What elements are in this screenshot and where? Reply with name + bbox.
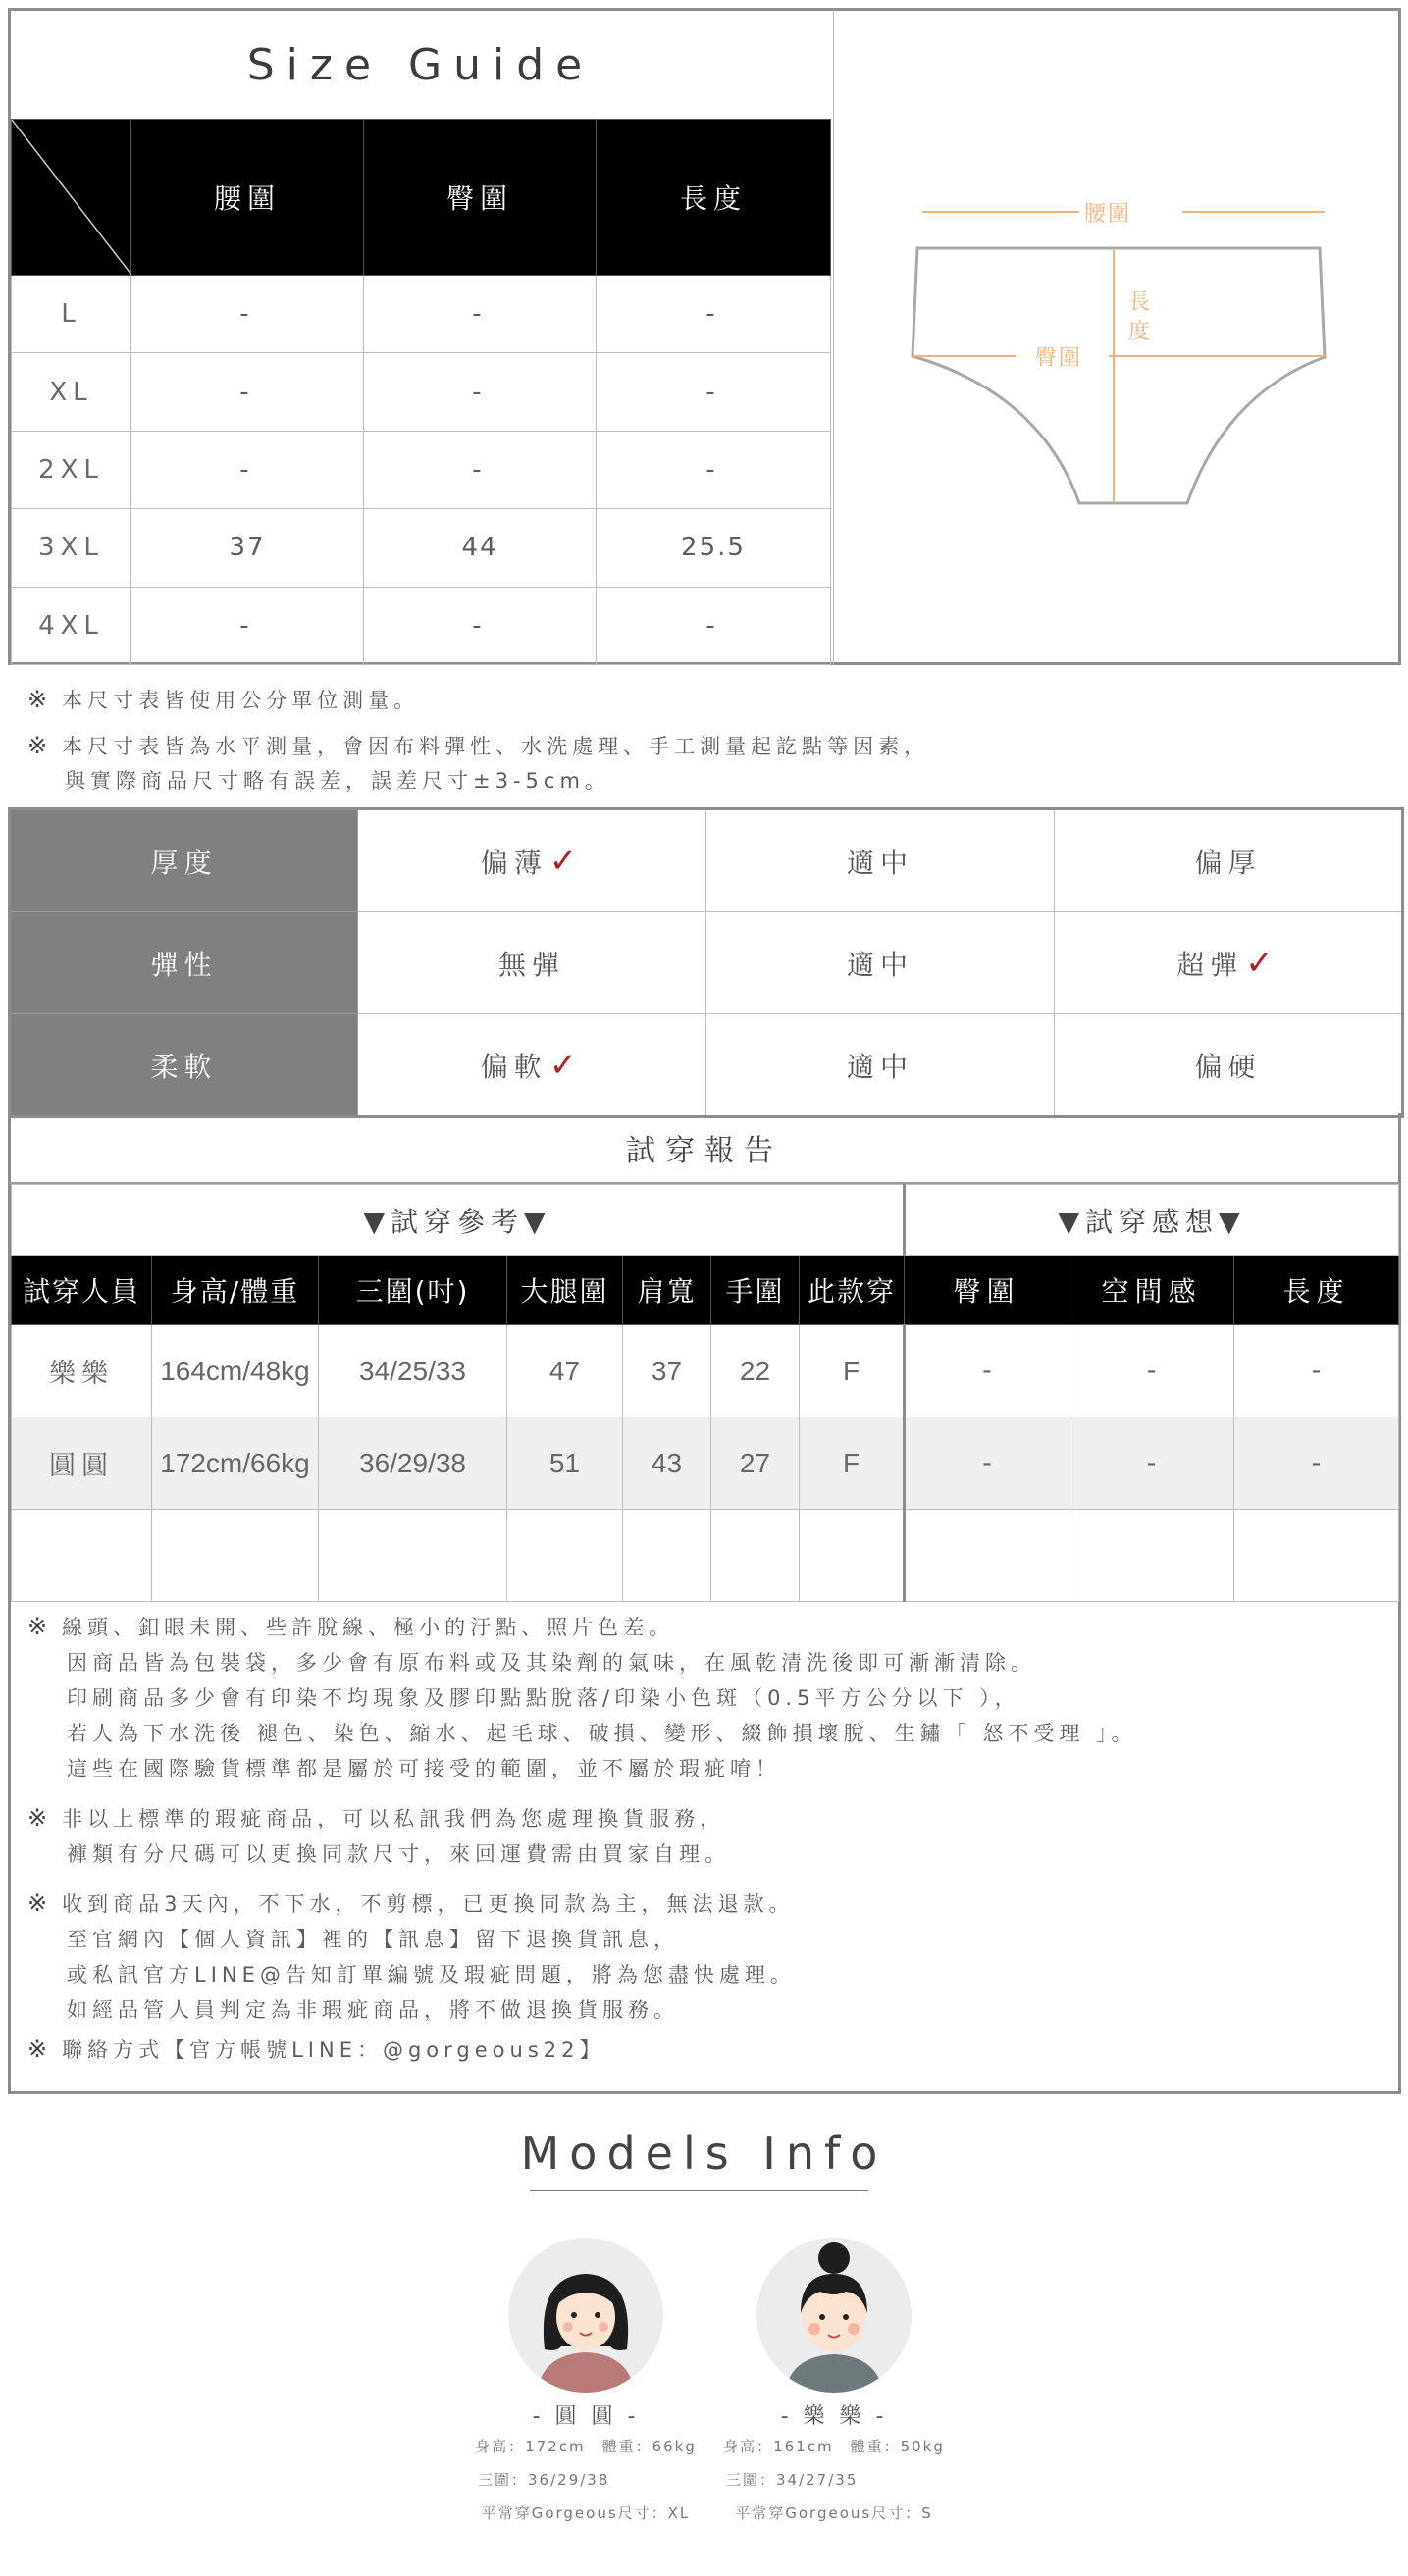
table-row [12,587,831,664]
column-header: 長度 [597,120,831,276]
size-value: - [364,276,597,353]
space-feeling: - [1069,1325,1234,1417]
attribute-name: 彈性 [10,912,358,1014]
thigh: 47 [507,1325,623,1417]
shoulder: 43 [623,1417,711,1510]
column-header: 大腿圍 [507,1256,623,1325]
length-label-top: 長 [1128,290,1151,315]
avatar-icon [756,2237,913,2394]
attribute-option: 偏硬 [1055,1014,1403,1117]
size-label: 3XL [12,509,131,587]
attribute-option: 偏厚 [1055,809,1403,912]
column-header: 身高/體重 [152,1256,319,1325]
space-feeling: - [1069,1417,1234,1510]
size-label: L [12,276,131,353]
table-row [12,431,831,508]
check-icon: ✓ [548,841,584,881]
notice-block: ※ 線頭、釦眼未開、些許脫線、極小的汙點、照片色差。 因商品皆為包裝袋，多少會有原布料或及其染劑的氣味，在風乾清洗後即可漸漸清除。 印刷商品多少會有印染不均現象及膠印點點脫落/印染小色斑（0.5平方公分以下 ）， 若人為下水洗後 褪色、染色、縮水、起毛球、破損、變形、綴飾損壞脫、生鏽「 怒不受理 」。 這些在國際驗貨標準都是屬於可接受的範圍，並不屬於瑕疵唷！ [27,1613,1137,1780]
model-card [706,2237,962,2530]
notice-block: ※ 非以上標準的瑕疵商品，可以私訊我們為您處理換貨服務， 褲類有分尺碼可以更換同款尺寸，來回運費需由買家自理。 [27,1804,730,1866]
arm: 22 [711,1325,800,1417]
size-label: XL [12,353,131,431]
empty-row [12,1510,1399,1602]
table-row [12,1325,1399,1417]
models-info-title: Models Info [520,2127,888,2180]
column-header: 腰圍 [131,120,364,276]
size-guide-title: Size Guide [246,39,595,90]
fitting-report-table [11,1184,1399,1602]
hip-feeling: - [905,1417,1069,1510]
column-header: 長度 [1234,1256,1399,1325]
column-header: 三圍(吋) [319,1256,507,1325]
length-label-bottom: 度 [1128,320,1151,344]
note-text: 本尺寸表皆使用公分單位測量。 [62,689,420,712]
length-feeling: - [1234,1325,1399,1417]
height-weight: 172cm/66kg [152,1417,319,1510]
corner-header-cell [12,120,131,276]
size-note [27,728,929,764]
table-row [12,509,831,587]
size-label: 2XL [12,431,131,508]
size-value: 37 [131,509,364,587]
reference-mark: ※ [27,2035,53,2063]
model-measurements: 三圍：34/27/35 [726,2471,859,2489]
attribute-option: 適中 [706,912,1055,1014]
reference-mark: ※ [27,732,53,759]
length-feeling: - [1234,1417,1399,1510]
model-usual-size: 平常穿Gorgeous尺寸：S [735,2504,933,2522]
model-height-weight: 身高：172cm 體重：66kg [475,2438,697,2455]
size-label: 4XL [12,587,131,664]
return-policy-notes [27,1609,1382,2068]
size-value: 25.5 [597,509,831,587]
size-value: - [131,353,364,431]
tester-name: 圓圓 [12,1417,152,1510]
size-value: - [597,587,831,664]
measurement-diagram [833,11,1401,665]
tester-name: 樂樂 [12,1325,152,1417]
size-value: - [597,431,831,508]
size-value: - [364,431,597,508]
size-value: - [131,276,364,353]
attribute-option: 無彈 [358,912,706,1014]
attribute-option: 適中 [706,1014,1055,1117]
size-note [27,682,419,718]
reference-mark: ※ [27,1804,53,1831]
model-usual-size: 平常穿Gorgeous尺寸：XL [481,2504,691,2522]
size-worn: F [800,1417,905,1510]
waist-label: 腰圍 [1084,202,1132,227]
contact-line: ※ 聯絡方式【官方帳號LINE：@gorgeous22】 [27,2035,605,2063]
check-icon: ✓ [548,1045,584,1085]
size-value: - [597,276,831,353]
reference-mark: ※ [27,1889,53,1917]
column-header: 手圍 [711,1256,800,1325]
column-header: 此款穿 [800,1256,905,1325]
table-row [12,1417,1399,1510]
size-value: - [364,353,597,431]
size-value: - [364,587,597,664]
size-value: 44 [364,509,597,587]
size-value: - [131,431,364,508]
title-underline [530,2190,868,2191]
size-guide-table [11,119,831,665]
height-weight: 164cm/48kg [152,1325,319,1417]
attribute-option: 偏薄✓ [358,809,706,912]
attribute-row [10,1014,1403,1117]
feeling-group-header: ▼試穿感想▼ [905,1185,1399,1256]
attribute-option: 適中 [706,809,1055,912]
size-guide-section [8,8,1401,665]
reference-group-header: ▼試穿參考▼ [12,1185,905,1256]
measurements: 36/29/38 [319,1417,507,1510]
avatar-icon [507,2237,664,2394]
column-header: 肩寬 [623,1256,711,1325]
measurements: 34/25/33 [319,1325,507,1417]
size-note-continued: 與實際商品尺寸略有誤差，誤差尺寸±3-5cm。 [65,769,610,793]
model-name: - 圓 圓 - [532,2404,640,2429]
hip-feeling: - [905,1325,1069,1417]
column-header: 空間感 [1069,1256,1234,1325]
notice-block: ※ 收到商品3天內，不下水，不剪標，已更換同款為主，無法退款。 至官網內【個人資訊】裡的【訊息】留下退換貨訊息， 或私訊官方LINE@告知訂單編號及瑕疵問題，將為您盡快處理。 如經品管人員判定為非瑕疵商品，將不做退換貨服務。 [27,1889,796,2022]
note-text: 本尺寸表皆為水平測量，會因布料彈性、水洗處理、手工測量起訖點等因素， [62,735,930,758]
model-height-weight: 身高：161cm 體重：50kg [723,2438,945,2455]
reference-mark: ※ [27,1613,53,1640]
arm: 27 [711,1417,800,1510]
attribute-row [10,912,1403,1014]
check-icon: ✓ [1245,943,1279,983]
shoulder: 37 [623,1325,711,1417]
column-header: 臀圍 [905,1256,1069,1325]
attribute-name: 厚度 [10,809,358,912]
fabric-attributes-table [8,807,1404,1118]
attribute-row [10,809,1403,912]
size-value: - [131,587,364,664]
model-card [458,2237,713,2530]
column-header: 試穿人員 [12,1256,152,1325]
table-row [12,353,831,431]
thigh: 51 [507,1417,623,1510]
hip-label: 臀圍 [1035,346,1083,371]
model-name: - 樂 樂 - [780,2404,888,2429]
underwear-outline-icon [834,11,1402,665]
fitting-report-title: 試穿報告 [8,1113,1401,1184]
column-header: 臀圍 [364,120,597,276]
table-row [12,276,831,353]
attribute-option: 偏軟✓ [358,1014,706,1117]
diagonal-line [12,120,131,275]
size-worn: F [800,1325,905,1417]
size-value: - [597,353,831,431]
reference-mark: ※ [27,686,53,713]
model-measurements: 三圍：36/29/38 [478,2471,610,2489]
attribute-name: 柔軟 [10,1014,358,1117]
attribute-option: 超彈✓ [1055,912,1403,1014]
